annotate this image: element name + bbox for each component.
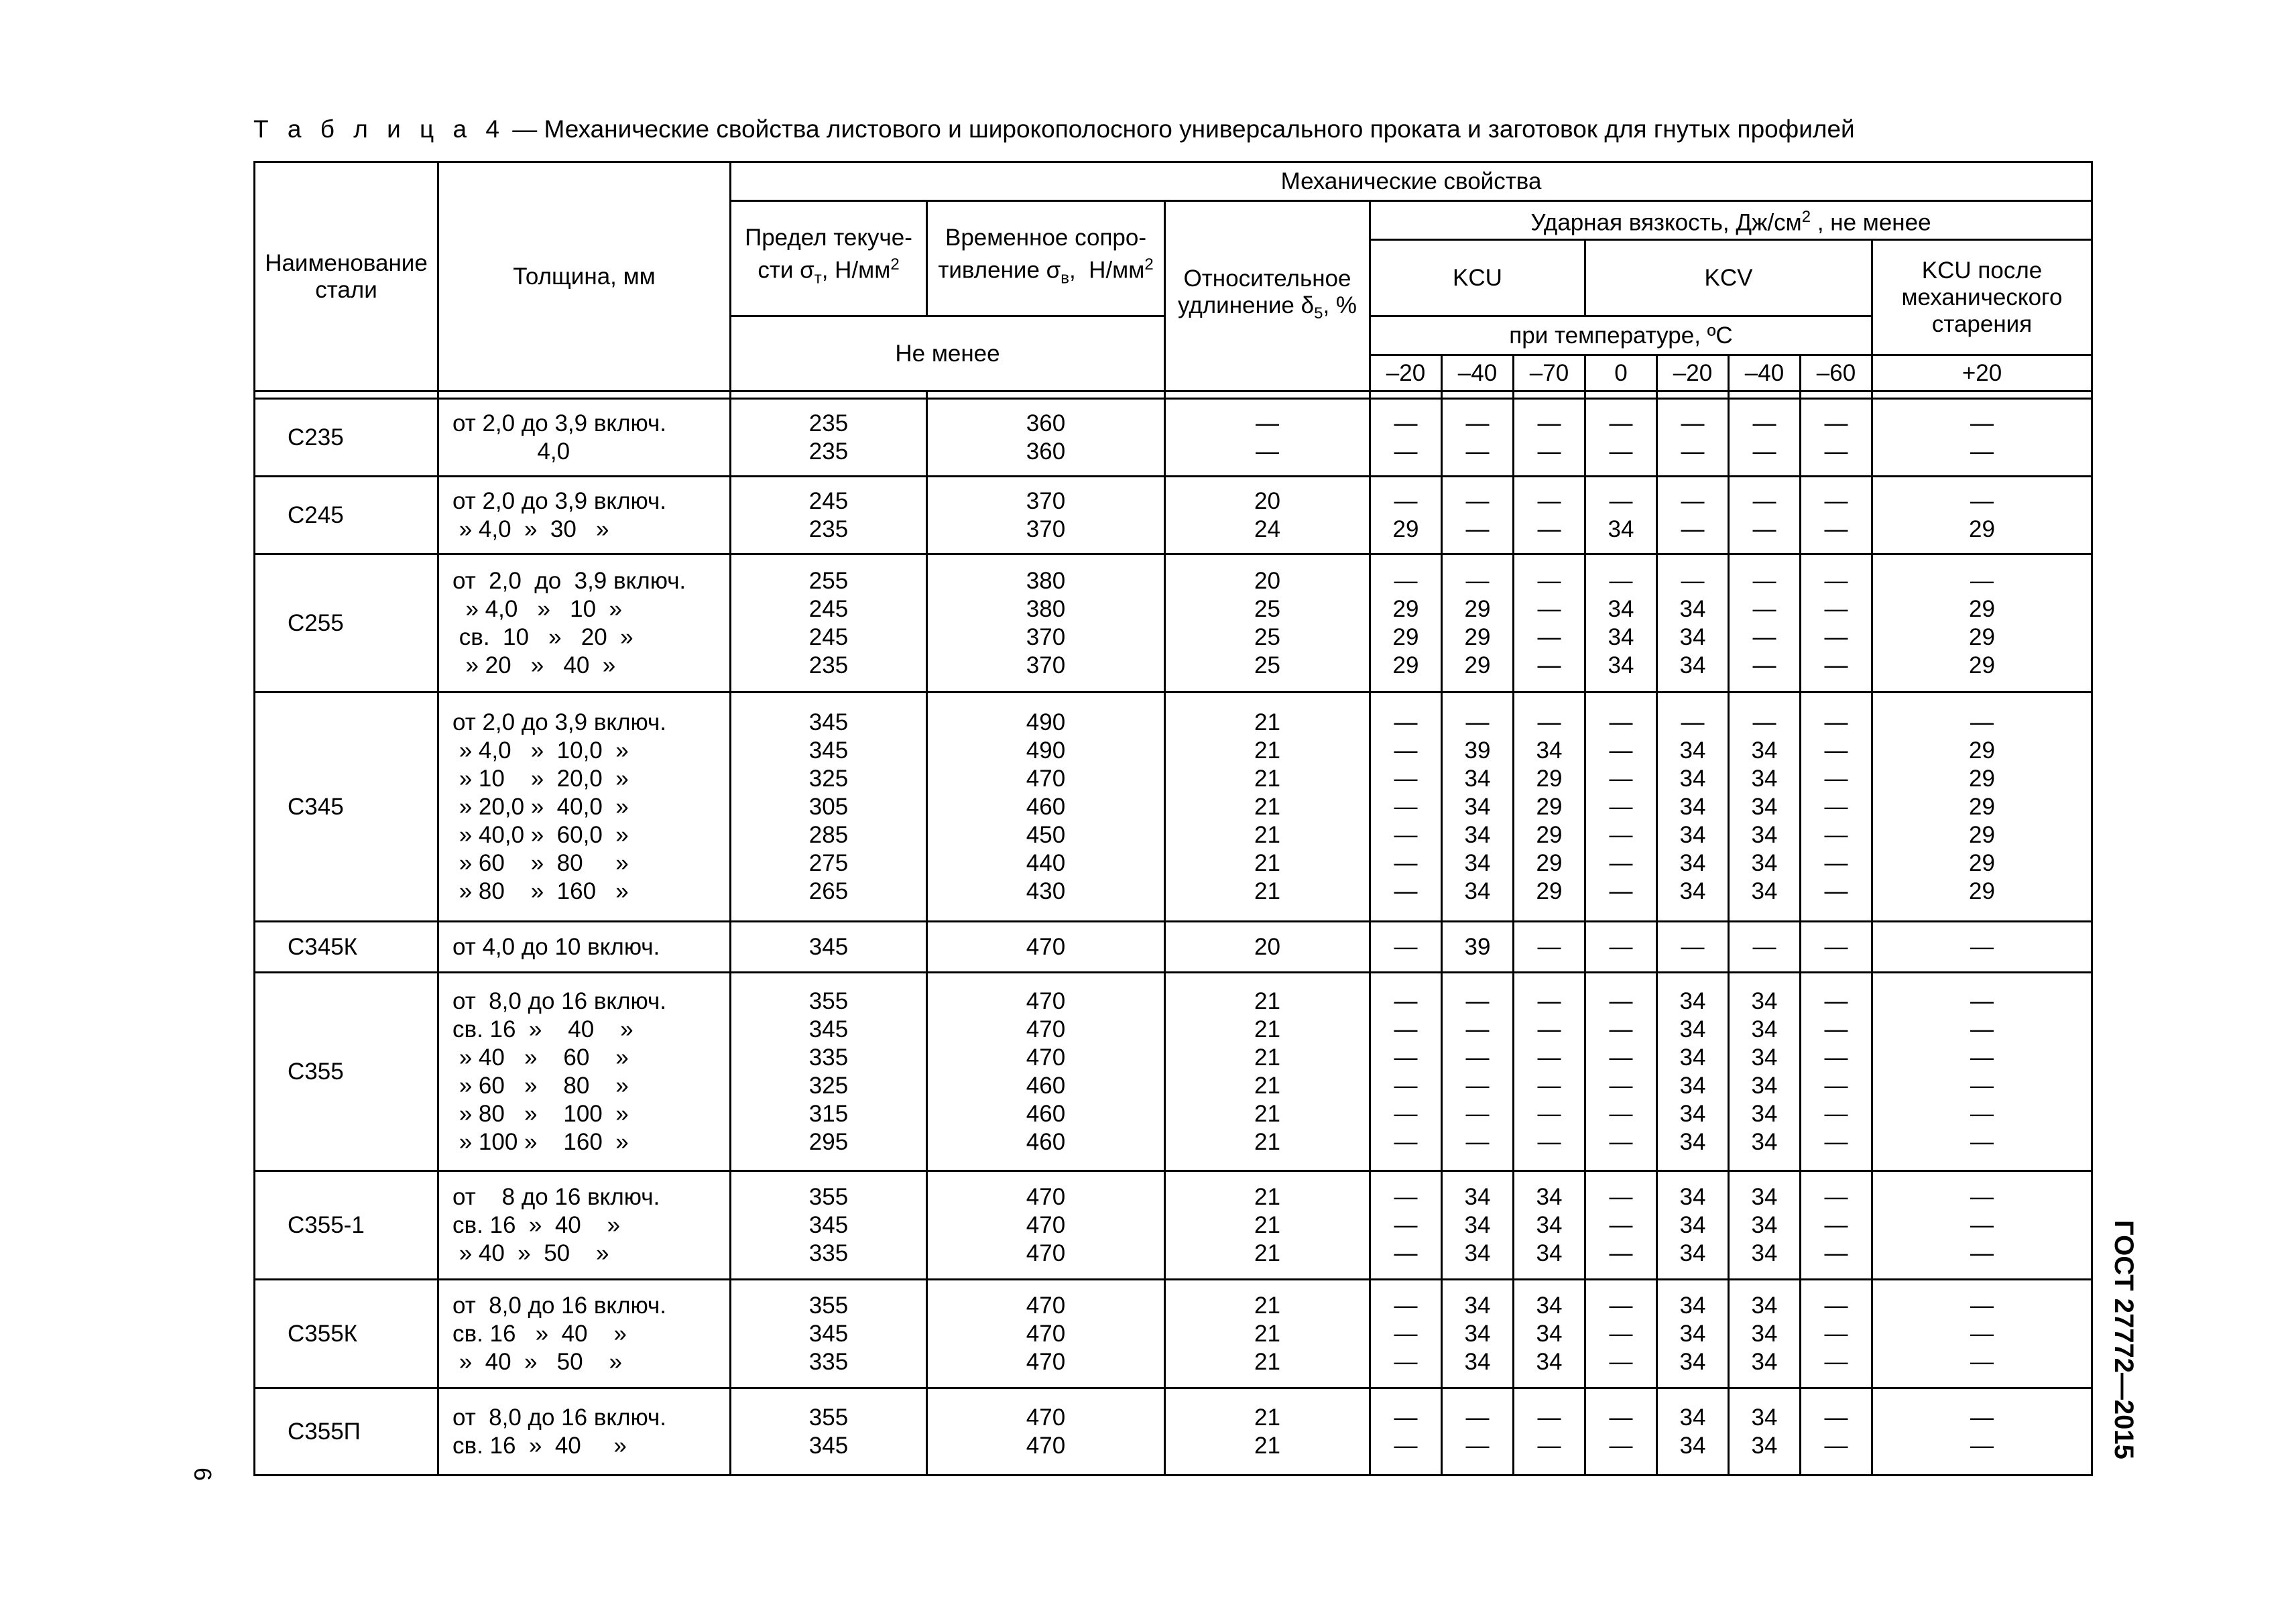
standard-code: ГОСТ 27772—2015	[2109, 1220, 2138, 1459]
kcv40-cell: —	[1729, 922, 1801, 973]
kcv60-cell: —	[1801, 922, 1872, 973]
kcv60-cell: — —	[1801, 477, 1872, 554]
steel-name-cell: С355К	[255, 1280, 438, 1388]
kcu20-cell: —	[1370, 922, 1442, 973]
kcv20-cell: 34 34	[1657, 1388, 1729, 1476]
kcu20-cell: — —	[1370, 399, 1442, 477]
elong-cell: 21 21 21 21 21 21 21	[1165, 693, 1370, 922]
kcu70-cell: 34 34 34	[1514, 1171, 1585, 1280]
yield-cell: 345 345 325 305 285 275 265	[731, 693, 927, 922]
thickness-cell: от 8,0 до 16 включ. св. 16 » 40 »	[438, 1388, 731, 1476]
table-header	[255, 162, 2092, 399]
table-caption	[253, 115, 1855, 143]
table-row	[255, 554, 2092, 693]
tensile-cell: 370 370	[927, 477, 1165, 554]
kcv0-cell: —	[1585, 922, 1657, 973]
header-separator	[255, 392, 2092, 399]
yield-cell: 355 345 335	[731, 1171, 927, 1280]
temp-kcv-0: 0	[1585, 355, 1657, 392]
table-row	[255, 1388, 2092, 1476]
thickness-cell: от 2,0 до 3,9 включ. » 4,0 » 10,0 » » 10 » 20,0 » » 20,0 » 40,0 » » 40,0 » 60,0 » » 60 » 80 » » 80 » 160 »	[438, 693, 731, 922]
caption-text: — Механические свойства листового и широкополосного универсального проката и заготовок для гнутых профилей	[505, 115, 1855, 143]
elong-cell: 20 24	[1165, 477, 1370, 554]
kcv0-cell: — — —	[1585, 1171, 1657, 1280]
kcv40-cell: — —	[1729, 477, 1801, 554]
kcv60-cell: — — — — — — —	[1801, 693, 1872, 922]
page-number: 6	[189, 1467, 217, 1482]
aged-cell: — — —	[1872, 1280, 2092, 1388]
yield-cell: 355 345 335 325 315 295	[731, 973, 927, 1171]
table-row	[255, 477, 2092, 554]
kcu20-cell: — — — — — — —	[1370, 693, 1442, 922]
tensile-cell: 470	[927, 922, 1165, 973]
yield-cell: 245 235	[731, 477, 927, 554]
kcv0-cell: — 34	[1585, 477, 1657, 554]
kcv60-cell: — —	[1801, 399, 1872, 477]
aged-cell: — — —	[1872, 1171, 2092, 1280]
kcu40-cell: — —	[1442, 399, 1514, 477]
kcv20-cell: — 34 34 34	[1657, 554, 1729, 693]
aged-cell: — 29	[1872, 477, 2092, 554]
thickness-cell: от 8 до 16 включ. св. 16 » 40 » » 40 » 50 »	[438, 1171, 731, 1280]
thickness-cell: от 2,0 до 3,9 включ. » 4,0 » 30 »	[438, 477, 731, 554]
elong-cell: 21 21	[1165, 1388, 1370, 1476]
elong-cell: 20	[1165, 922, 1370, 973]
elong-cell: 20 25 25 25	[1165, 554, 1370, 693]
kcv40-cell: 34 34 34	[1729, 1171, 1801, 1280]
tensile-cell: 470 470 470 460 460 460	[927, 973, 1165, 1171]
yield-cell: 355 345	[731, 1388, 927, 1476]
elong-cell: 21 21 21	[1165, 1171, 1370, 1280]
header-impact: Ударная вязкость, $Дж/см^2$ , не менее	[1370, 201, 2092, 240]
kcv60-cell: — —	[1801, 1388, 1872, 1476]
header-not-less: Не менее	[731, 316, 1165, 392]
kcv20-cell: — 34 34 34 34 34 34	[1657, 693, 1729, 922]
table-row	[255, 922, 2092, 973]
steel-name-cell: С355-1	[255, 1171, 438, 1280]
tensile-cell: 470 470 470	[927, 1280, 1165, 1388]
kcu70-cell: 34 34 34	[1514, 1280, 1585, 1388]
aged-cell: — —	[1872, 1388, 2092, 1476]
temp-kcu-minus70: –70	[1514, 355, 1585, 392]
aged-cell: — —	[1872, 399, 2092, 477]
header-mech-props: Механические свойства	[731, 162, 2092, 201]
table-row	[255, 1280, 2092, 1388]
kcu20-cell: — 29 29 29	[1370, 554, 1442, 693]
kcv20-cell: 34 34 34 34 34 34	[1657, 973, 1729, 1171]
aged-cell: — 29 29 29	[1872, 554, 2092, 693]
kcv40-cell: — 34 34 34 34 34 34	[1729, 693, 1801, 922]
yield-cell: 235 235	[731, 399, 927, 477]
table-row	[255, 693, 2092, 922]
kcv20-cell: 34 34 34	[1657, 1171, 1729, 1280]
kcu40-cell: — 39 34 34 34 34 34	[1442, 693, 1514, 922]
aged-cell: — — — — — —	[1872, 973, 2092, 1171]
elong-cell: — —	[1165, 399, 1370, 477]
steel-name-cell: С235	[255, 399, 438, 477]
kcv0-cell: — 34 34 34	[1585, 554, 1657, 693]
tensile-cell: 380 380 370 370	[927, 554, 1165, 693]
kcu70-cell: — 34 29 29 29 29 29	[1514, 693, 1585, 922]
header-at-temp: при температуре, ºС	[1370, 316, 1872, 355]
header-kcu: KCU	[1370, 240, 1585, 316]
yield-cell: 255 245 245 235	[731, 554, 927, 693]
table-row	[255, 399, 2092, 477]
kcv60-cell: — — —	[1801, 1280, 1872, 1388]
kcu70-cell: — — — —	[1514, 554, 1585, 693]
kcv40-cell: 34 34 34	[1729, 1280, 1801, 1388]
kcv20-cell: — —	[1657, 399, 1729, 477]
thickness-cell: от 4,0 до 10 включ.	[438, 922, 731, 973]
header-steel-name: Наименование стали	[255, 162, 438, 392]
kcu40-cell: 34 34 34	[1442, 1280, 1514, 1388]
steel-name-cell: С345К	[255, 922, 438, 973]
caption-prefix: Т а б л и ц а 4	[253, 115, 505, 143]
kcv20-cell: —	[1657, 922, 1729, 973]
kcv40-cell: — —	[1729, 399, 1801, 477]
kcv0-cell: — —	[1585, 1388, 1657, 1476]
header-kcv: KCV	[1585, 240, 1872, 316]
steel-name-cell: С355П	[255, 1388, 438, 1476]
table-row	[255, 1171, 2092, 1280]
elong-cell: 21 21 21 21 21 21	[1165, 973, 1370, 1171]
thickness-cell: от 8,0 до 16 включ. св. 16 » 40 » » 40 » 50 »	[438, 1280, 731, 1388]
kcv40-cell: — — — —	[1729, 554, 1801, 693]
kcu40-cell: 39	[1442, 922, 1514, 973]
kcu70-cell: — —	[1514, 1388, 1585, 1476]
kcu40-cell: 34 34 34	[1442, 1171, 1514, 1280]
mechanical-properties-table	[253, 161, 2093, 1476]
kcu40-cell: — —	[1442, 1388, 1514, 1476]
kcu70-cell: —	[1514, 922, 1585, 973]
temp-kcv-minus20: –20	[1657, 355, 1729, 392]
kcv60-cell: — — —	[1801, 1171, 1872, 1280]
tensile-cell: 470 470	[927, 1388, 1165, 1476]
kcu40-cell: — — — — — —	[1442, 973, 1514, 1171]
header-kcu-aged: KCU после механического старения	[1872, 240, 2092, 355]
kcu20-cell: — — — — — —	[1370, 973, 1442, 1171]
tensile-cell: 360 360	[927, 399, 1165, 477]
table-row	[255, 973, 2092, 1171]
kcu20-cell: — — —	[1370, 1171, 1442, 1280]
temp-aged-plus20: +20	[1872, 355, 2092, 392]
kcv60-cell: — — — —	[1801, 554, 1872, 693]
kcu40-cell: — 29 29 29	[1442, 554, 1514, 693]
kcv20-cell: 34 34 34	[1657, 1280, 1729, 1388]
aged-cell: —	[1872, 922, 2092, 973]
kcv0-cell: — —	[1585, 399, 1657, 477]
kcv0-cell: — — — — — —	[1585, 973, 1657, 1171]
temp-kcu-minus20: –20	[1370, 355, 1442, 392]
kcu20-cell: — —	[1370, 1388, 1442, 1476]
temp-kcv-minus60: –60	[1801, 355, 1872, 392]
kcv40-cell: 34 34	[1729, 1388, 1801, 1476]
header-tensile: Временное сопро- тивление $\sigma_в$, $Н/мм^2$	[927, 201, 1165, 316]
kcv0-cell: — — —	[1585, 1280, 1657, 1388]
kcu20-cell: — — —	[1370, 1280, 1442, 1388]
table-body	[255, 399, 2092, 1476]
kcu40-cell: — —	[1442, 477, 1514, 554]
steel-name-cell: С245	[255, 477, 438, 554]
kcu20-cell: — 29	[1370, 477, 1442, 554]
kcu70-cell: — — — — — —	[1514, 973, 1585, 1171]
elong-cell: 21 21 21	[1165, 1280, 1370, 1388]
thickness-cell: от 2,0 до 3,9 включ. 4,0	[438, 399, 731, 477]
steel-name-cell: С345	[255, 693, 438, 922]
thickness-cell: от 2,0 до 3,9 включ. » 4,0 » 10 » св. 10 » 20 » » 20 » 40 »	[438, 554, 731, 693]
kcv20-cell: — —	[1657, 477, 1729, 554]
header-thickness: Толщина, мм	[438, 162, 731, 392]
kcv60-cell: — — — — — —	[1801, 973, 1872, 1171]
aged-cell: — 29 29 29 29 29 29	[1872, 693, 2092, 922]
steel-name-cell: С355	[255, 973, 438, 1171]
kcv40-cell: 34 34 34 34 34 34	[1729, 973, 1801, 1171]
yield-cell: 355 345 335	[731, 1280, 927, 1388]
yield-cell: 345	[731, 922, 927, 973]
header-elongation: Относительное удлинение $\delta_5$, %	[1165, 201, 1370, 392]
tensile-cell: 470 470 470	[927, 1171, 1165, 1280]
kcu70-cell: — —	[1514, 477, 1585, 554]
thickness-cell: от 8,0 до 16 включ. св. 16 » 40 » » 40 » 60 » » 60 » 80 » » 80 » 100 » » 100 » 160 »	[438, 973, 731, 1171]
temp-kcv-minus40: –40	[1729, 355, 1801, 392]
tensile-cell: 490 490 470 460 450 440 430	[927, 693, 1165, 922]
steel-name-cell: С255	[255, 554, 438, 693]
temp-kcu-minus40: –40	[1442, 355, 1514, 392]
header-yield: Предел текуче- сти $\sigma_т$, $Н/мм^2$	[731, 201, 927, 316]
kcv0-cell: — — — — — — —	[1585, 693, 1657, 922]
kcu70-cell: — —	[1514, 399, 1585, 477]
